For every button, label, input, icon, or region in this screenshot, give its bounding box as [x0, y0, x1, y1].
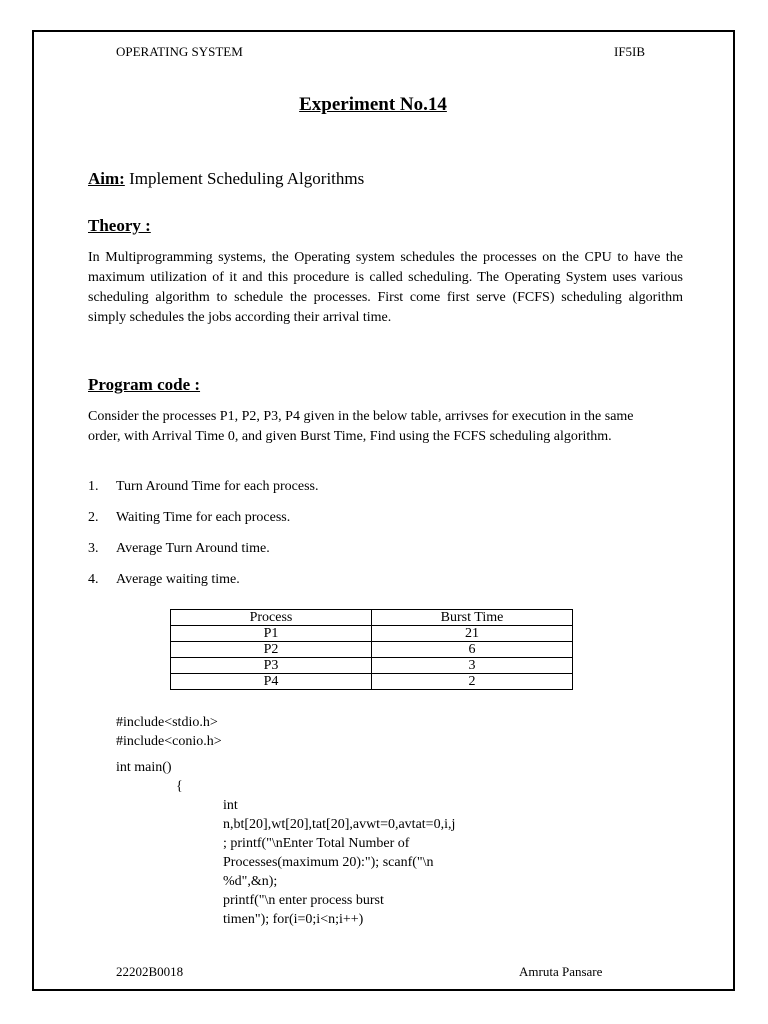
theory-paragraph: In Multiprogramming systems, the Operating system schedules the processes on the CPU to have the maximum utilization of it and this procedure is called scheduling. The Operating System uses various scheduling algorithm to schedule the processes. First come first serve (FCFS) scheduling algorithm simply schedules the jobs according their arrival time. — [88, 250, 683, 325]
table-header-row — [171, 610, 573, 626]
code-line: int — [223, 798, 238, 813]
code-line: timen"); for(i=0;i<n;i++) — [223, 912, 364, 927]
table-row — [171, 658, 573, 674]
table-cell: 2 — [372, 674, 573, 690]
theory-heading: Theory : — [88, 216, 151, 235]
list-item-text: Average Turn Around time. — [116, 541, 270, 556]
list-item-text: Average waiting time. — [116, 572, 240, 587]
footer-author-name: Amruta Pansare — [519, 964, 603, 979]
table-row — [171, 626, 573, 642]
footer-roll-number: 22202B0018 — [116, 964, 184, 979]
table-cell: P3 — [171, 658, 372, 674]
list-item-number: 1. — [88, 479, 99, 494]
page-title: Experiment No.14 — [299, 94, 447, 115]
table-cell: P4 — [171, 674, 372, 690]
burst-time-table — [170, 609, 573, 690]
table-cell: 3 — [372, 658, 573, 674]
code-include-stdio: #include<stdio.h> — [116, 715, 218, 730]
aim-line — [88, 169, 364, 189]
code-line: printf("\n enter process burst — [223, 893, 384, 908]
list-item-number: 4. — [88, 572, 99, 587]
table-cell: 21 — [372, 626, 573, 642]
table-row — [171, 674, 573, 690]
list-item-number: 2. — [88, 510, 99, 525]
table-row — [171, 642, 573, 658]
aim-label: Aim: — [88, 169, 125, 188]
table-cell: 6 — [372, 642, 573, 658]
table-header-cell: Burst Time — [372, 610, 573, 626]
code-line: ; printf("\nEnter Total Number of — [223, 836, 410, 851]
program-heading: Program code : — [88, 375, 201, 394]
list-item-number: 3. — [88, 541, 99, 556]
list-item-text: Turn Around Time for each process. — [116, 479, 319, 494]
aim-text: Implement Scheduling Algorithms — [129, 169, 365, 188]
header-class-code: IF5IB — [614, 44, 646, 59]
list-item-text: Waiting Time for each process. — [116, 510, 291, 525]
code-include-conio: #include<conio.h> — [116, 734, 222, 749]
table-header-cell: Process — [171, 610, 372, 626]
code-line: Processes(maximum 20):"); scanf("\n — [223, 855, 434, 870]
code-main-signature: int main() — [116, 760, 172, 775]
code-line: n,bt[20],wt[20],tat[20],avwt=0,avtat=0,i,j — [223, 817, 456, 832]
program-intro: Consider the processes P1, P2, P3, P4 given in the below table, arrivses for execution in the same order, with Arrival Time 0, and given Burst Time, Find using the FCFS scheduling algorithm. — [88, 409, 634, 444]
code-line: %d",&n); — [223, 874, 278, 889]
table-cell: P1 — [171, 626, 372, 642]
table-cell: P2 — [171, 642, 372, 658]
header-subject: OPERATING SYSTEM — [116, 44, 243, 59]
code-open-brace: { — [176, 779, 183, 794]
